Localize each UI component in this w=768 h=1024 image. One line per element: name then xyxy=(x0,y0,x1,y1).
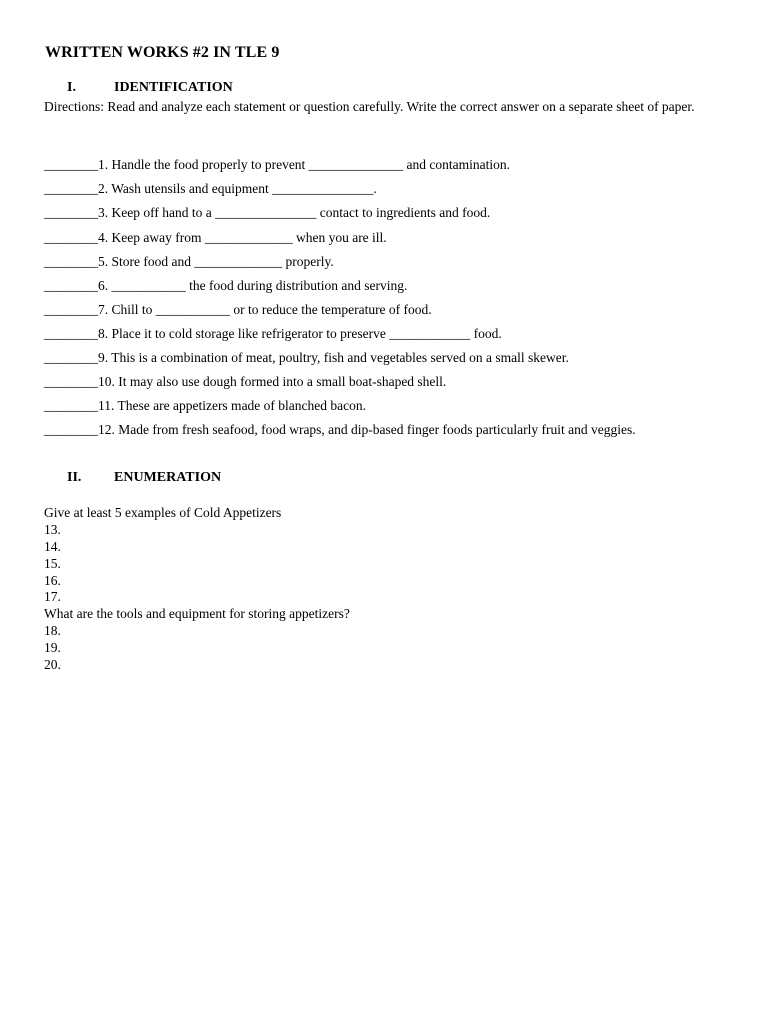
enumeration-item: 18. xyxy=(44,623,61,638)
enumeration-item: 19. xyxy=(44,640,61,655)
question-item: ________12. Made from fresh seafood, food wraps, and dip-based finger foods particularly fruit and veggies. xyxy=(44,422,636,437)
enumeration-prompt: Give at least 5 examples of Cold Appetizers xyxy=(44,505,282,520)
directions: Directions: Read and analyze each statement or question carefully. Write the correct answer on a separate sheet of paper. xyxy=(44,99,695,114)
enumeration-item: 16. xyxy=(44,573,61,588)
question-item: ________1. Handle the food properly to prevent ______________ and contamination. xyxy=(44,157,511,172)
question-item: ________9. This is a combination of meat, poultry, fish and vegetables served on a small skewer. xyxy=(44,350,569,365)
question-item: ________7. Chill to ___________ or to reduce the temperature of food. xyxy=(44,302,432,317)
section-identification-heading xyxy=(67,80,233,96)
section-number: II. xyxy=(67,470,82,485)
enumeration-item: 17. xyxy=(44,589,61,604)
question-item: ________8. Place it to cold storage like refrigerator to preserve ____________ food. xyxy=(44,326,502,341)
question-item: ________4. Keep away from _____________ when you are ill. xyxy=(44,230,387,245)
question-item: ________2. Wash utensils and equipment _______________. xyxy=(44,181,377,196)
enumeration-item: 14. xyxy=(44,539,61,554)
enumeration-item: 13. xyxy=(44,522,61,537)
enumeration-item: 15. xyxy=(44,556,61,571)
question-item: ________5. Store food and _____________ properly. xyxy=(44,254,334,269)
question-item: ________3. Keep off hand to a _______________ contact to ingredients and food. xyxy=(44,205,491,220)
section-title: IDENTIFICATION xyxy=(114,80,233,95)
question-item: ________6. ___________ the food during distribution and serving. xyxy=(44,278,408,293)
enumeration-prompt: What are the tools and equipment for storing appetizers? xyxy=(44,606,350,621)
enumeration-item: 20. xyxy=(44,657,61,672)
section-enumeration-heading xyxy=(67,470,221,486)
question-item: ________10. It may also use dough formed into a small boat-shaped shell. xyxy=(44,374,447,389)
section-title: ENUMERATION xyxy=(114,470,222,485)
question-item: ________11. These are appetizers made of blanched bacon. xyxy=(44,398,367,413)
page-title: WRITTEN WORKS #2 IN TLE 9 xyxy=(45,44,280,61)
section-number: I. xyxy=(67,80,76,95)
